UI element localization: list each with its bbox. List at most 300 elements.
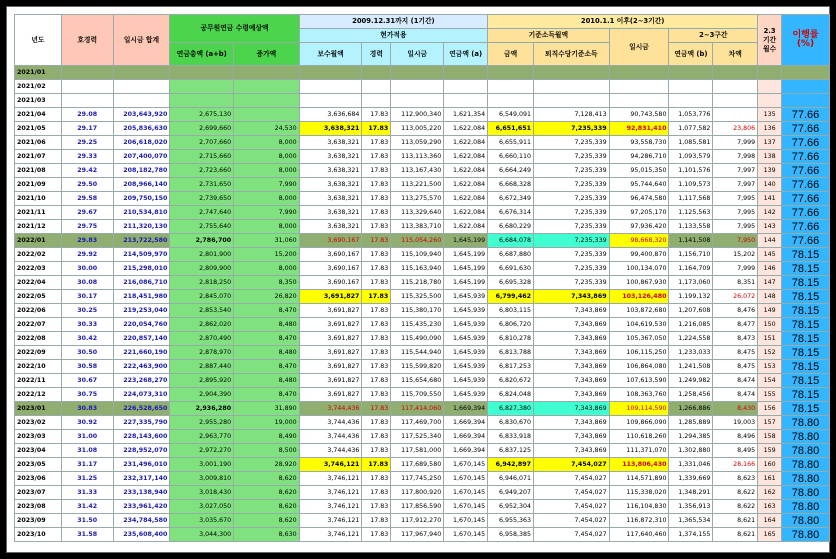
cell-pay-avg[interactable]: 3,638,321 <box>299 220 362 234</box>
cell-cnt[interactable]: 148 <box>758 290 782 304</box>
cell-year[interactable]: 2023/03 <box>15 430 62 444</box>
cell-retire-base[interactable] <box>534 66 610 80</box>
table-row[interactable] <box>15 94 830 108</box>
cell-rate[interactable]: 77.66 <box>782 206 830 220</box>
cell-rate[interactable]: 78.15 <box>782 360 830 374</box>
col-period1-group[interactable]: 2009.12.31까지 (1기간) <box>299 15 487 29</box>
cell-pension-total[interactable]: 2,801,900 <box>170 248 234 262</box>
cell-p1-lump[interactable]: 115,218,780 <box>391 276 444 290</box>
col-rate[interactable]: 이행률 (%) <box>782 15 830 66</box>
cell-grade[interactable]: 30.33 <box>61 318 113 332</box>
table-row[interactable] <box>15 458 830 472</box>
cell-pension-b[interactable]: 1,077,582 <box>669 122 713 136</box>
cell-year[interactable]: 2022/08 <box>15 332 62 346</box>
cell-lump-total[interactable]: 208,182,780 <box>113 164 170 178</box>
cell-p1-lump[interactable]: 115,490,090 <box>391 332 444 346</box>
cell-retire-base[interactable]: 7,343,869 <box>534 374 610 388</box>
cell-lump-total[interactable]: 233,961,420 <box>113 500 170 514</box>
cell-grade[interactable]: 29.67 <box>61 206 113 220</box>
cell-increase[interactable]: 8,470 <box>234 360 300 374</box>
cell-amount[interactable]: 6,799,462 <box>488 290 534 304</box>
cell-retire-base[interactable]: 7,235,339 <box>534 206 610 220</box>
cell-pension-total[interactable]: 2,904,390 <box>170 388 234 402</box>
cell-grade[interactable]: 30.92 <box>61 416 113 430</box>
cell-career[interactable]: 17.83 <box>362 472 391 486</box>
cell-pension-total[interactable]: 2,936,280 <box>170 402 234 416</box>
cell-amount[interactable]: 6,668,328 <box>488 178 534 192</box>
cell-rate[interactable]: 78.15 <box>782 318 830 332</box>
cell-grade[interactable]: 29.92 <box>61 248 113 262</box>
cell-p2-lump[interactable] <box>609 80 669 94</box>
cell-pay-avg[interactable] <box>299 66 362 80</box>
cell-pension-b[interactable]: 1,216,085 <box>669 318 713 332</box>
cell-increase[interactable]: 8,000 <box>234 150 300 164</box>
cell-diff[interactable]: 28,166 <box>713 458 758 472</box>
cell-p2-lump[interactable]: 106,864,080 <box>609 360 669 374</box>
cell-pension-total[interactable]: 3,035,670 <box>170 514 234 528</box>
cell-pension-b[interactable]: 1,365,534 <box>669 514 713 528</box>
cell-p2-lump[interactable]: 100,867,930 <box>609 276 669 290</box>
cell-diff[interactable]: 23,806 <box>713 122 758 136</box>
cell-lump-total[interactable]: 216,086,710 <box>113 276 170 290</box>
cell-pension-a[interactable]: 1,645,939 <box>444 332 488 346</box>
cell-retire-base[interactable]: 7,454,027 <box>534 528 610 542</box>
cell-lump-total[interactable]: 209,750,150 <box>113 192 170 206</box>
cell-lump-total[interactable]: 234,784,580 <box>113 514 170 528</box>
cell-retire-base[interactable]: 7,128,413 <box>534 108 610 122</box>
cell-pension-a[interactable]: 1,669,394 <box>444 444 488 458</box>
cell-p1-lump[interactable]: 115,544,940 <box>391 346 444 360</box>
table-row[interactable] <box>15 262 830 276</box>
cell-pay-avg[interactable]: 3,744,436 <box>299 444 362 458</box>
cell-pension-b[interactable]: 1,207,608 <box>669 304 713 318</box>
cell-increase[interactable]: 8,000 <box>234 192 300 206</box>
col-retire-base[interactable]: 퇴직수당기준소득 <box>534 43 610 66</box>
cell-pay-avg[interactable]: 3,690,167 <box>299 262 362 276</box>
cell-pay-avg[interactable]: 3,691,827 <box>299 374 362 388</box>
cell-pension-b[interactable]: 1,101,576 <box>669 164 713 178</box>
table-row[interactable] <box>15 164 830 178</box>
cell-lump-total[interactable]: 233,138,940 <box>113 486 170 500</box>
cell-career[interactable]: 17.83 <box>362 402 391 416</box>
cell-lump-total[interactable]: 227,335,790 <box>113 416 170 430</box>
cell-pension-a[interactable]: 1,622,084 <box>444 220 488 234</box>
cell-pension-a[interactable]: 1,670,145 <box>444 528 488 542</box>
cell-cnt[interactable]: 161 <box>758 472 782 486</box>
cell-career[interactable] <box>362 66 391 80</box>
cell-rate[interactable]: 77.66 <box>782 136 830 150</box>
cell-increase[interactable] <box>234 94 300 108</box>
cell-cnt[interactable]: 136 <box>758 122 782 136</box>
cell-amount[interactable]: 6,664,249 <box>488 164 534 178</box>
cell-grade[interactable]: 29.25 <box>61 136 113 150</box>
cell-rate[interactable]: 77.66 <box>782 192 830 206</box>
cell-career[interactable]: 17.83 <box>362 332 391 346</box>
cell-pension-b[interactable]: 1,053,776 <box>669 108 713 122</box>
cell-grade[interactable]: 30.00 <box>61 262 113 276</box>
cell-diff[interactable]: 8,475 <box>713 346 758 360</box>
cell-pension-b[interactable] <box>669 94 713 108</box>
cell-p1-lump[interactable]: 112,900,340 <box>391 108 444 122</box>
cell-pension-total[interactable]: 2,878,970 <box>170 346 234 360</box>
cell-year[interactable]: 2022/03 <box>15 262 62 276</box>
cell-diff[interactable]: 8,477 <box>713 318 758 332</box>
cell-pension-a[interactable]: 1,645,199 <box>444 234 488 248</box>
cell-p1-lump[interactable]: 113,275,570 <box>391 192 444 206</box>
cell-p2-lump[interactable]: 93,558,730 <box>609 136 669 150</box>
cell-increase[interactable] <box>234 66 300 80</box>
cell-cnt[interactable]: 135 <box>758 108 782 122</box>
cell-lump-total[interactable]: 214,509,970 <box>113 248 170 262</box>
cell-rate[interactable]: 77.66 <box>782 178 830 192</box>
cell-retire-base[interactable]: 7,235,339 <box>534 262 610 276</box>
col-pension-a[interactable]: 연금액 (a) <box>444 43 488 66</box>
cell-pay-avg[interactable]: 3,746,121 <box>299 486 362 500</box>
cell-pension-a[interactable]: 1,669,394 <box>444 416 488 430</box>
cell-p2-lump[interactable] <box>609 94 669 108</box>
cell-retire-base[interactable]: 7,235,339 <box>534 122 610 136</box>
cell-lump-total[interactable]: 207,400,070 <box>113 150 170 164</box>
table-row[interactable] <box>15 332 830 346</box>
cell-diff[interactable]: 8,623 <box>713 472 758 486</box>
cell-pension-b[interactable]: 1,374,155 <box>669 528 713 542</box>
cell-amount[interactable]: 6,949,207 <box>488 486 534 500</box>
col-career[interactable]: 경력 <box>362 43 391 66</box>
cell-career[interactable]: 17.83 <box>362 458 391 472</box>
cell-pension-b[interactable]: 1,093,579 <box>669 150 713 164</box>
cell-retire-base[interactable]: 7,454,027 <box>534 500 610 514</box>
cell-pension-a[interactable]: 1,670,145 <box>444 472 488 486</box>
cell-p1-lump[interactable]: 113,383,710 <box>391 220 444 234</box>
cell-cnt[interactable]: 150 <box>758 318 782 332</box>
cell-increase[interactable]: 19,000 <box>234 416 300 430</box>
cell-lump-total[interactable]: 221,660,190 <box>113 346 170 360</box>
cell-retire-base[interactable]: 7,454,027 <box>534 486 610 500</box>
cell-year[interactable]: 2022/07 <box>15 318 62 332</box>
cell-year[interactable]: 2022/10 <box>15 360 62 374</box>
cell-grade[interactable]: 30.50 <box>61 346 113 360</box>
cell-rate[interactable]: 78.15 <box>782 304 830 318</box>
cell-pension-a[interactable]: 1,622,084 <box>444 206 488 220</box>
cell-cnt[interactable] <box>758 94 782 108</box>
cell-p1-lump[interactable]: 113,167,430 <box>391 164 444 178</box>
cell-p2-lump[interactable]: 105,367,050 <box>609 332 669 346</box>
table-row[interactable] <box>15 122 830 136</box>
cell-p1-lump[interactable]: 117,967,940 <box>391 528 444 542</box>
cell-cnt[interactable]: 162 <box>758 486 782 500</box>
cell-pension-b[interactable]: 1,233,033 <box>669 346 713 360</box>
col-p2-lump[interactable]: 일시금 <box>609 29 669 66</box>
cell-p1-lump[interactable]: 117,800,920 <box>391 486 444 500</box>
cell-pay-avg[interactable]: 3,638,321 <box>299 150 362 164</box>
cell-pension-b[interactable]: 1,133,558 <box>669 220 713 234</box>
cell-amount[interactable]: 6,655,911 <box>488 136 534 150</box>
cell-retire-base[interactable]: 7,343,869 <box>534 416 610 430</box>
table-row[interactable] <box>15 220 830 234</box>
cell-p2-lump[interactable]: 98,668,320 <box>609 234 669 248</box>
cell-pension-a[interactable]: 1,622,084 <box>444 164 488 178</box>
cell-year[interactable]: 2022/01 <box>15 234 62 248</box>
cell-increase[interactable]: 8,000 <box>234 262 300 276</box>
cell-rate[interactable]: 78.15 <box>782 262 830 276</box>
cell-rate[interactable]: 78.80 <box>782 514 830 528</box>
cell-pay-avg[interactable]: 3,638,321 <box>299 192 362 206</box>
cell-increase[interactable]: 8,470 <box>234 304 300 318</box>
cell-pension-total[interactable]: 2,723,660 <box>170 164 234 178</box>
cell-diff[interactable]: 8,476 <box>713 304 758 318</box>
cell-rate[interactable]: 77.66 <box>782 122 830 136</box>
cell-grade[interactable]: 30.17 <box>61 290 113 304</box>
cell-diff[interactable] <box>713 66 758 80</box>
cell-lump-total[interactable]: 223,268,270 <box>113 374 170 388</box>
cell-cnt[interactable]: 140 <box>758 178 782 192</box>
cell-rate[interactable]: 77.66 <box>782 164 830 178</box>
cell-amount[interactable]: 6,837,125 <box>488 444 534 458</box>
cell-pension-b[interactable]: 1,156,710 <box>669 248 713 262</box>
cell-diff[interactable] <box>713 80 758 94</box>
cell-grade[interactable]: 31.33 <box>61 486 113 500</box>
table-row[interactable] <box>15 178 830 192</box>
cell-increase[interactable]: 8,480 <box>234 346 300 360</box>
table-row[interactable] <box>15 360 830 374</box>
cell-diff[interactable]: 8,621 <box>713 528 758 542</box>
cell-year[interactable]: 2021/10 <box>15 192 62 206</box>
cell-pension-b[interactable] <box>669 80 713 94</box>
cell-pension-total[interactable]: 3,044,300 <box>170 528 234 542</box>
cell-year[interactable]: 2023/04 <box>15 444 62 458</box>
cell-amount[interactable]: 6,827,380 <box>488 402 534 416</box>
cell-pay-avg[interactable]: 3,638,321 <box>299 136 362 150</box>
table-row[interactable] <box>15 318 830 332</box>
cell-amount[interactable]: 6,820,672 <box>488 374 534 388</box>
cell-increase[interactable] <box>234 108 300 122</box>
cell-pension-total[interactable] <box>170 80 234 94</box>
cell-p2-lump[interactable]: 108,363,760 <box>609 388 669 402</box>
cell-career[interactable]: 17.83 <box>362 290 391 304</box>
cell-p2-lump[interactable]: 109,114,590 <box>609 402 669 416</box>
cell-p1-lump[interactable] <box>391 94 444 108</box>
cell-pension-total[interactable]: 2,870,490 <box>170 332 234 346</box>
cell-pay-avg[interactable]: 3,691,827 <box>299 304 362 318</box>
cell-increase[interactable]: 8,470 <box>234 388 300 402</box>
cell-year[interactable]: 2022/06 <box>15 304 62 318</box>
cell-career[interactable]: 17.83 <box>362 122 391 136</box>
cell-pension-b[interactable]: 1,141,508 <box>669 234 713 248</box>
cell-lump-total[interactable]: 228,143,600 <box>113 430 170 444</box>
cell-amount[interactable]: 6,830,670 <box>488 416 534 430</box>
cell-p1-lump[interactable] <box>391 80 444 94</box>
cell-p1-lump[interactable]: 115,654,680 <box>391 374 444 388</box>
cell-rate[interactable]: 78.80 <box>782 486 830 500</box>
cell-diff[interactable]: 15,202 <box>713 248 758 262</box>
cell-pay-avg[interactable]: 3,691,827 <box>299 290 362 304</box>
cell-career[interactable]: 17.83 <box>362 486 391 500</box>
table-row[interactable] <box>15 346 830 360</box>
cell-pension-b[interactable]: 1,117,568 <box>669 192 713 206</box>
cell-rate[interactable] <box>782 80 830 94</box>
cell-p2-lump[interactable]: 92,831,410 <box>609 122 669 136</box>
table-row[interactable] <box>15 80 830 94</box>
cell-year[interactable]: 2021/06 <box>15 136 62 150</box>
cell-amount[interactable]: 6,946,071 <box>488 472 534 486</box>
col-period2-group[interactable]: 2010.1.1 이후(2~3기간) <box>488 15 758 29</box>
cell-career[interactable]: 17.83 <box>362 500 391 514</box>
cell-career[interactable]: 17.83 <box>362 444 391 458</box>
cell-amount[interactable]: 6,695,328 <box>488 276 534 290</box>
cell-year[interactable]: 2021/11 <box>15 206 62 220</box>
cell-amount[interactable]: 6,810,278 <box>488 332 534 346</box>
cell-pension-b[interactable]: 1,224,558 <box>669 332 713 346</box>
cell-pension-total[interactable]: 2,963,770 <box>170 430 234 444</box>
cell-pension-a[interactable]: 1,670,145 <box>444 486 488 500</box>
cell-pension-a[interactable]: 1,645,939 <box>444 304 488 318</box>
cell-retire-base[interactable]: 7,235,339 <box>534 164 610 178</box>
cell-pension-b[interactable]: 1,285,889 <box>669 416 713 430</box>
table-row[interactable] <box>15 290 830 304</box>
cell-pay-avg[interactable]: 3,746,121 <box>299 472 362 486</box>
table-row[interactable] <box>15 444 830 458</box>
cell-career[interactable]: 17.83 <box>362 304 391 318</box>
cell-grade[interactable]: 30.08 <box>61 276 113 290</box>
cell-career[interactable]: 17.83 <box>362 108 391 122</box>
cell-retire-base[interactable]: 7,454,027 <box>534 458 610 472</box>
cell-p2-lump[interactable] <box>609 66 669 80</box>
cell-amount[interactable]: 6,660,110 <box>488 150 534 164</box>
cell-lump-total[interactable]: 219,253,040 <box>113 304 170 318</box>
cell-p1-lump[interactable]: 115,380,170 <box>391 304 444 318</box>
cell-increase[interactable]: 8,000 <box>234 136 300 150</box>
cell-career[interactable]: 17.83 <box>362 276 391 290</box>
cell-pay-avg[interactable]: 3,744,436 <box>299 402 362 416</box>
cell-pay-avg[interactable]: 3,746,121 <box>299 514 362 528</box>
table-row[interactable] <box>15 528 830 542</box>
cell-amount[interactable]: 6,680,229 <box>488 220 534 234</box>
cell-retire-base[interactable]: 7,343,869 <box>534 318 610 332</box>
cell-career[interactable]: 17.83 <box>362 528 391 542</box>
cell-diff[interactable]: 7,995 <box>713 206 758 220</box>
cell-lump-total[interactable]: 211,320,130 <box>113 220 170 234</box>
cell-pension-a[interactable]: 1,645,939 <box>444 346 488 360</box>
cell-p2-lump[interactable]: 113,806,430 <box>609 458 669 472</box>
table-row[interactable] <box>15 136 830 150</box>
cell-lump-total[interactable]: 235,608,400 <box>113 528 170 542</box>
cell-retire-base[interactable]: 7,343,869 <box>534 304 610 318</box>
cell-pay-avg[interactable]: 3,690,167 <box>299 248 362 262</box>
table-row[interactable] <box>15 514 830 528</box>
cell-pension-total[interactable]: 2,707,660 <box>170 136 234 150</box>
cell-career[interactable]: 17.83 <box>362 430 391 444</box>
cell-diff[interactable]: 8,622 <box>713 486 758 500</box>
cell-year[interactable]: 2023/09 <box>15 514 62 528</box>
cell-grade[interactable] <box>61 80 113 94</box>
cell-p1-lump[interactable]: 113,113,360 <box>391 150 444 164</box>
cell-cnt[interactable]: 138 <box>758 150 782 164</box>
cell-p2-lump[interactable]: 107,613,590 <box>609 374 669 388</box>
cell-amount[interactable] <box>488 80 534 94</box>
cell-p1-lump[interactable]: 117,581,000 <box>391 444 444 458</box>
cell-increase[interactable] <box>234 80 300 94</box>
cell-pension-a[interactable]: 1,645,939 <box>444 318 488 332</box>
cell-career[interactable] <box>362 80 391 94</box>
cell-increase[interactable]: 8,620 <box>234 500 300 514</box>
cell-pay-avg[interactable]: 3,744,436 <box>299 416 362 430</box>
cell-increase[interactable]: 8,480 <box>234 318 300 332</box>
cell-p1-lump[interactable]: 115,325,500 <box>391 290 444 304</box>
table-row[interactable] <box>15 486 830 500</box>
cell-lump-total[interactable]: 222,463,900 <box>113 360 170 374</box>
cell-year[interactable]: 2021/05 <box>15 122 62 136</box>
cell-rate[interactable]: 78.80 <box>782 416 830 430</box>
col-p1-lump[interactable]: 일시금 <box>391 43 444 66</box>
cell-retire-base[interactable]: 7,454,027 <box>534 472 610 486</box>
cell-grade[interactable] <box>61 94 113 108</box>
cell-p2-lump[interactable]: 115,338,020 <box>609 486 669 500</box>
cell-diff[interactable]: 8,473 <box>713 332 758 346</box>
cell-p2-lump[interactable]: 94,286,710 <box>609 150 669 164</box>
cell-year[interactable]: 2021/03 <box>15 94 62 108</box>
cell-pension-total[interactable] <box>170 94 234 108</box>
cell-rate[interactable]: 78.80 <box>782 528 830 542</box>
cell-career[interactable]: 17.83 <box>362 164 391 178</box>
cell-cnt[interactable]: 157 <box>758 416 782 430</box>
cell-diff[interactable]: 7,995 <box>713 192 758 206</box>
cell-career[interactable]: 17.83 <box>362 388 391 402</box>
cell-year[interactable]: 2021/12 <box>15 220 62 234</box>
cell-pension-a[interactable]: 1,645,939 <box>444 374 488 388</box>
cell-retire-base[interactable]: 7,235,339 <box>534 276 610 290</box>
cell-retire-base[interactable]: 7,235,339 <box>534 136 610 150</box>
cell-cnt[interactable]: 137 <box>758 136 782 150</box>
cell-retire-base[interactable]: 7,343,869 <box>534 290 610 304</box>
col-pay-avg[interactable]: 보수월액 <box>299 43 362 66</box>
cell-pension-a[interactable] <box>444 66 488 80</box>
cell-pension-a[interactable]: 1,670,145 <box>444 514 488 528</box>
cell-pay-avg[interactable]: 3,744,436 <box>299 430 362 444</box>
table-row[interactable] <box>15 234 830 248</box>
cell-diff[interactable]: 7,950 <box>713 234 758 248</box>
cell-pay-avg[interactable]: 3,691,827 <box>299 318 362 332</box>
cell-cnt[interactable]: 158 <box>758 430 782 444</box>
cell-p1-lump[interactable]: 117,689,580 <box>391 458 444 472</box>
cell-amount[interactable]: 6,955,363 <box>488 514 534 528</box>
cell-increase[interactable]: 28,920 <box>234 458 300 472</box>
cell-increase[interactable]: 31,060 <box>234 234 300 248</box>
cell-career[interactable]: 17.83 <box>362 150 391 164</box>
cell-pension-total[interactable]: 2,739,650 <box>170 192 234 206</box>
cell-diff[interactable]: 7,999 <box>713 136 758 150</box>
cell-rate[interactable]: 78.15 <box>782 332 830 346</box>
cell-cnt[interactable]: 159 <box>758 444 782 458</box>
cell-amount[interactable] <box>488 94 534 108</box>
cell-grade[interactable]: 31.17 <box>61 458 113 472</box>
cell-p2-lump[interactable]: 97,936,420 <box>609 220 669 234</box>
cell-p2-lump[interactable]: 103,872,680 <box>609 304 669 318</box>
cell-increase[interactable]: 8,500 <box>234 444 300 458</box>
cell-lump-total[interactable]: 208,966,140 <box>113 178 170 192</box>
cell-increase[interactable]: 8,620 <box>234 472 300 486</box>
cell-increase[interactable]: 8,620 <box>234 514 300 528</box>
cell-pay-avg[interactable]: 3,638,321 <box>299 122 362 136</box>
cell-p2-lump[interactable]: 106,115,250 <box>609 346 669 360</box>
cell-year[interactable]: 2022/12 <box>15 388 62 402</box>
cell-year[interactable]: 2022/11 <box>15 374 62 388</box>
cell-diff[interactable]: 7,998 <box>713 150 758 164</box>
cell-pension-b[interactable]: 1,199,132 <box>669 290 713 304</box>
cell-amount[interactable] <box>488 66 534 80</box>
cell-increase[interactable]: 8,000 <box>234 164 300 178</box>
cell-pay-avg[interactable] <box>299 94 362 108</box>
cell-lump-total[interactable]: 231,496,010 <box>113 458 170 472</box>
